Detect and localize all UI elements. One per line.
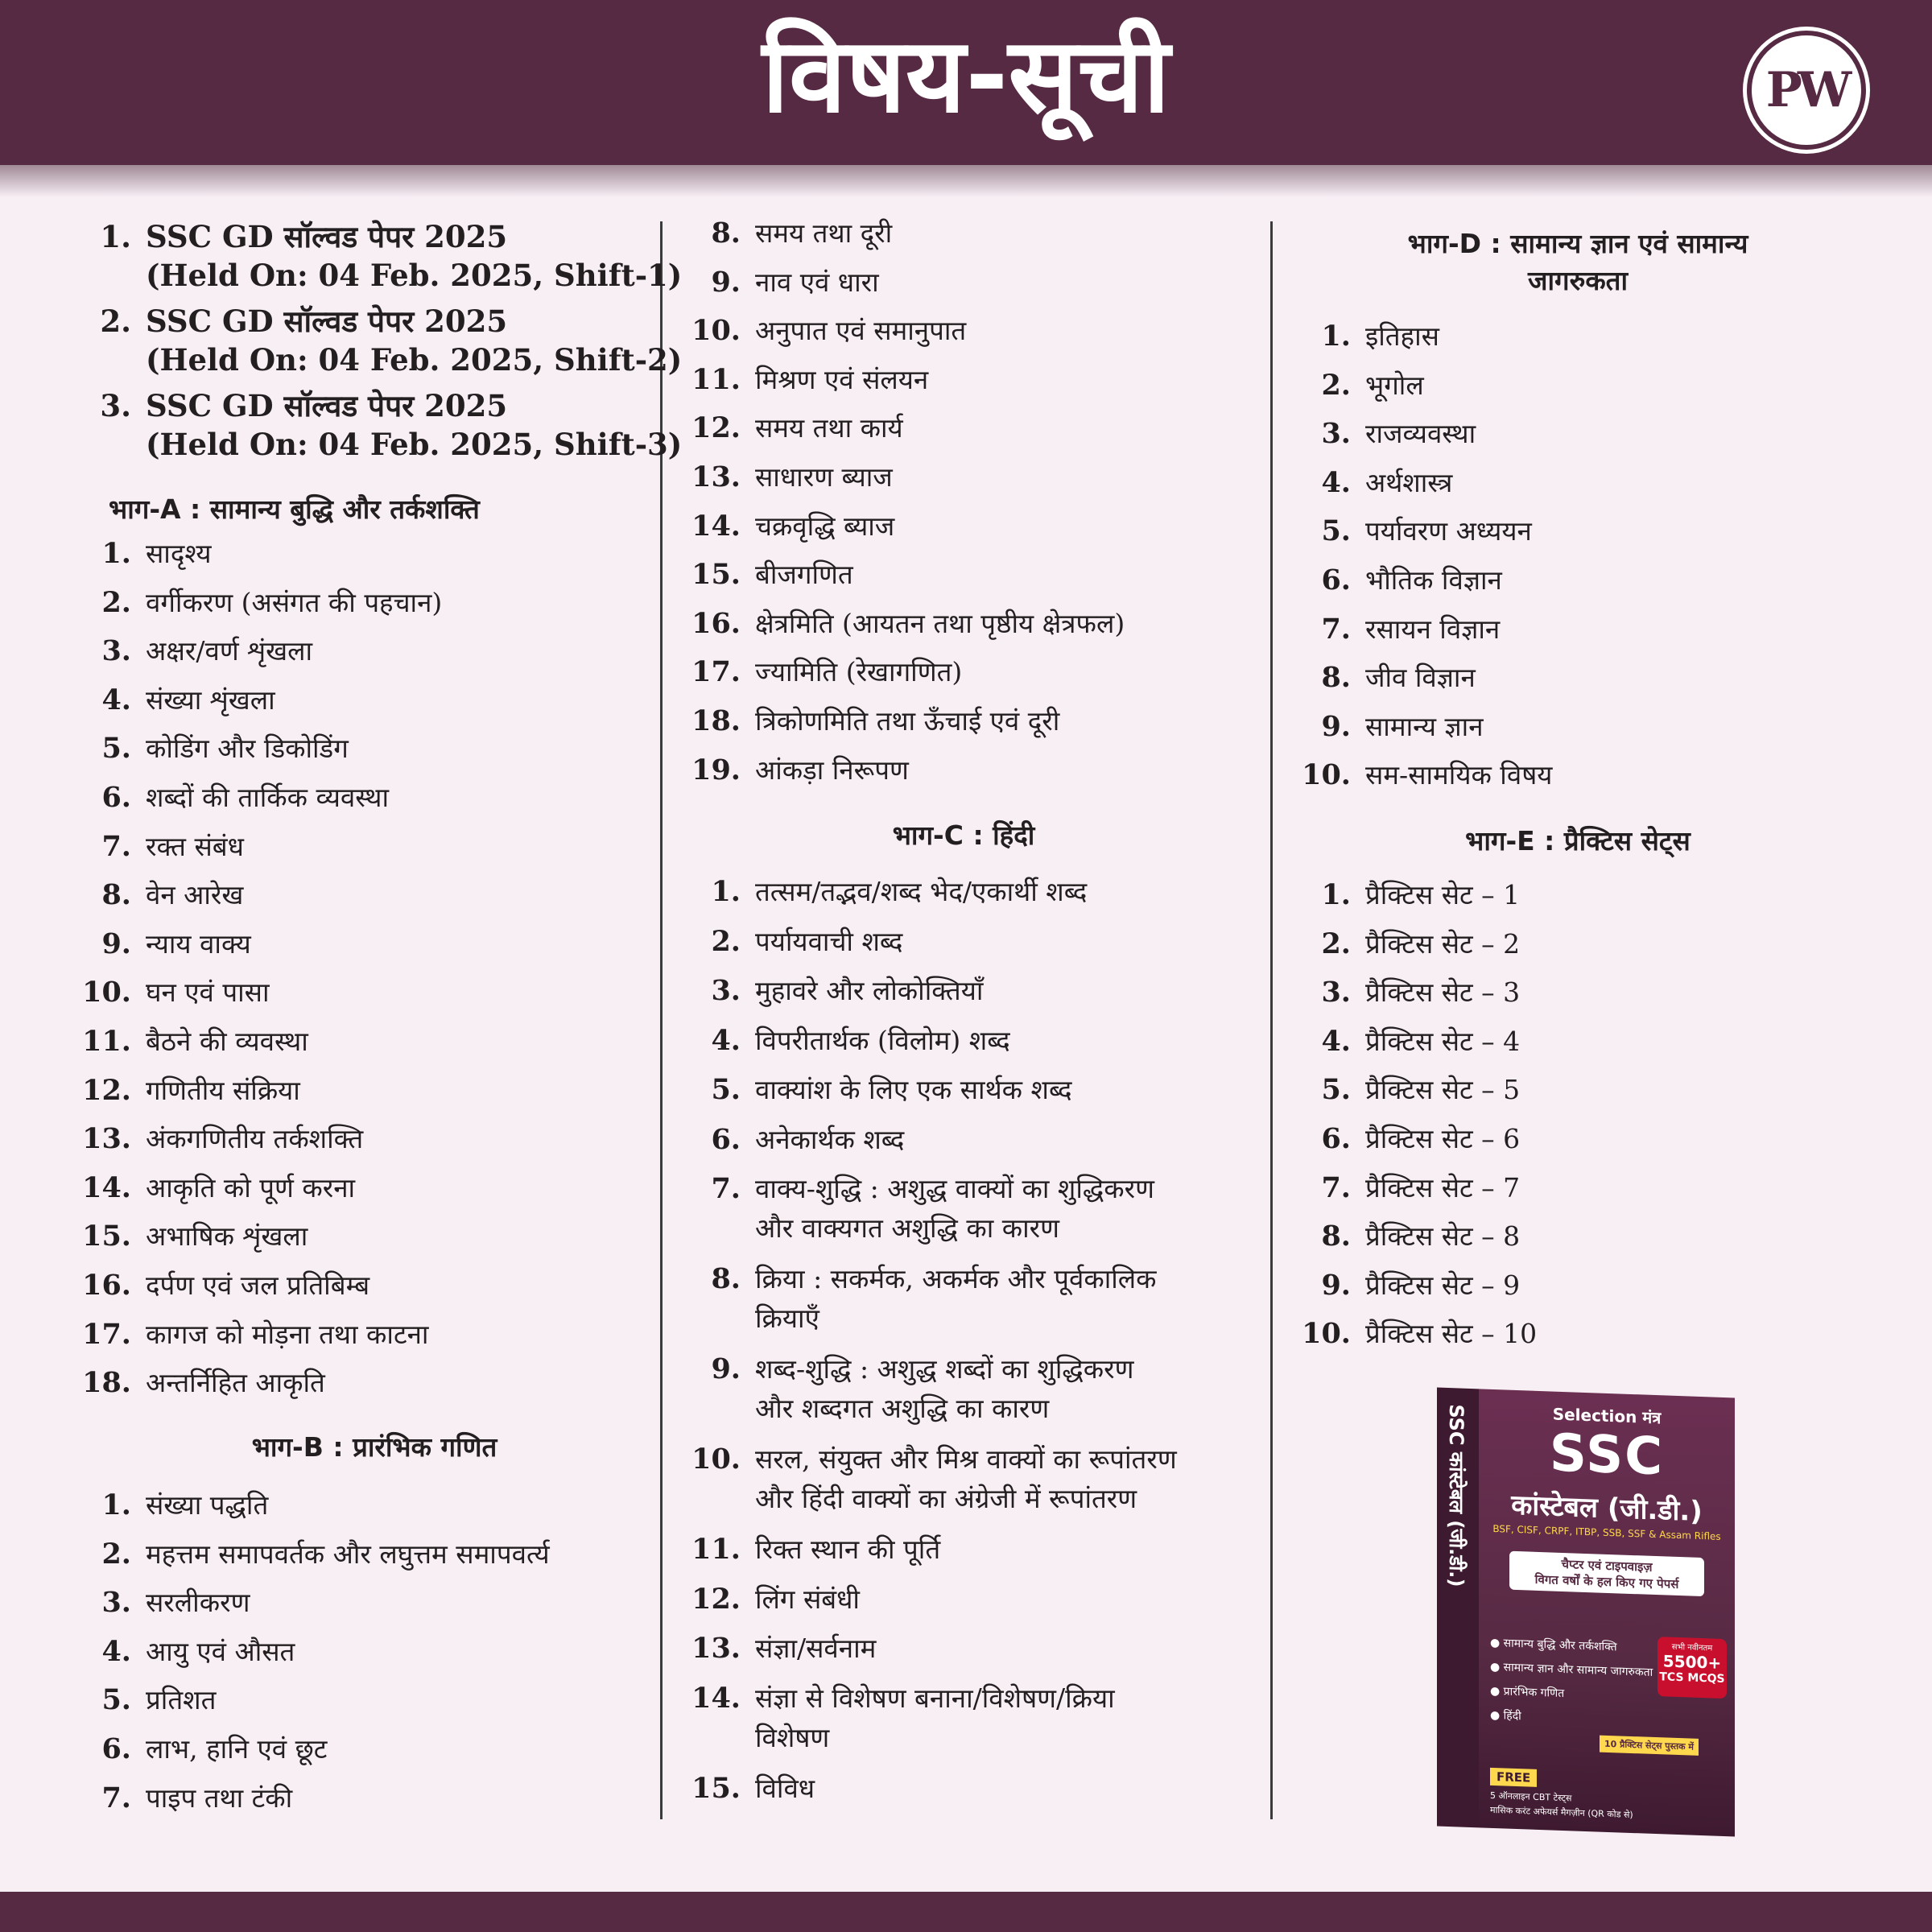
item-label: भौतिक विज्ञान <box>1365 564 1502 596</box>
list-item <box>76 782 389 814</box>
book-series: Selection मंत्र <box>1552 1404 1662 1428</box>
item-label: प्रैक्टिस सेट – 3 <box>1365 976 1521 1009</box>
item-label: आयु एवं औसत <box>146 1635 295 1667</box>
item-label: संज्ञा से विशेषण बनाना/विशेषण/क्रिया <box>755 1682 1115 1714</box>
item-number: 10. <box>691 314 741 348</box>
list-item <box>76 1538 550 1571</box>
section-heading-part-a: भाग-A : सामान्य बुद्धि और तर्कशक्ति <box>109 493 480 525</box>
list-item <box>1296 1172 1520 1204</box>
item-label: आंकड़ा निरूपण <box>755 753 909 786</box>
item-label: न्याय वाक्य <box>146 927 251 960</box>
item-label-continued: और शब्दगत अशुद्धि का कारण <box>755 1393 1050 1424</box>
item-number: 10. <box>691 1443 741 1476</box>
item-number: 15. <box>691 558 741 592</box>
item-label: भूगोल <box>1365 369 1424 401</box>
list-item <box>1296 879 1520 911</box>
item-number: 4. <box>1321 1024 1351 1058</box>
paper-title: SSC GD सॉल्वड पेपर 2025 <box>146 219 508 254</box>
book-free-items <box>1490 1789 1633 1823</box>
item-label: पर्यायवाची शब्द <box>755 925 903 957</box>
list-item <box>686 1263 1157 1335</box>
list-item <box>686 1534 940 1566</box>
list-item <box>76 1782 292 1814</box>
book-forces: BSF, CISF, CRPF, ITBP, SSB, SSF & Assam Rifles <box>1492 1522 1721 1542</box>
item-label: विविध <box>755 1772 815 1804</box>
list-item <box>686 461 893 493</box>
item-label-continued: और हिंदी वाक्यों का अंग्रेजी में रूपांतरण <box>755 1483 1137 1514</box>
badge-count: 5500+ <box>1662 1651 1722 1673</box>
list-item <box>1296 1220 1520 1253</box>
item-label: प्रैक्टिस सेट – 9 <box>1365 1269 1521 1301</box>
list-item <box>76 1220 308 1253</box>
book-subtitle-line1: चैप्टर एवं टाइपवाइज़ <box>1561 1556 1653 1575</box>
item-label: रिक्त स्थान की पूर्ति <box>755 1534 941 1565</box>
item-number: 13. <box>691 460 741 493</box>
book-brand: SSC <box>1549 1423 1665 1488</box>
item-number: 4. <box>711 1023 741 1057</box>
header-banner <box>0 0 1932 165</box>
list-item <box>1296 976 1520 1009</box>
list-item <box>1296 759 1552 791</box>
list-item <box>76 1319 428 1351</box>
section-heading-part-b: भाग-B : प्रारंभिक गणित <box>251 1431 497 1463</box>
item-number: 11. <box>691 362 741 396</box>
list-item <box>76 879 243 911</box>
item-label: प्रैक्टिस सेट – 4 <box>1365 1025 1521 1057</box>
book-spine-text: SSC कांस्टेबल (जी.डी.) <box>1445 1403 1468 1587</box>
item-number: 17. <box>82 1317 131 1351</box>
list-item <box>1296 320 1439 353</box>
book-subject: ● सामान्य ज्ञान और सामान्य जागरुकता <box>1490 1660 1653 1679</box>
item-number: 7. <box>711 1172 741 1205</box>
pw-logo-text: PW <box>1765 62 1847 118</box>
list-item <box>686 608 1125 640</box>
list-item <box>76 831 244 863</box>
item-number: 6. <box>101 1732 131 1765</box>
item-number: 6. <box>101 781 131 814</box>
item-label: ज्यामिति (रेखागणित) <box>755 656 963 688</box>
list-item <box>1296 928 1520 960</box>
item-number: 9. <box>1321 1268 1351 1302</box>
list-item <box>76 1684 216 1716</box>
item-number: 16. <box>82 1269 131 1302</box>
item-number: 1. <box>101 1488 131 1521</box>
book-subject: ● हिंदी <box>1490 1708 1521 1724</box>
part-d-heading-line1: भाग-D : सामान्य ज्ञान एवं सामान्य <box>1407 228 1748 259</box>
item-number: 4. <box>1321 465 1351 499</box>
item-label: चक्रवृद्धि ब्याज <box>755 510 895 542</box>
list-item <box>76 1026 308 1058</box>
book-sets-note: 10 प्रैक्टिस सेट्स पुस्तक में <box>1600 1736 1699 1756</box>
item-label: सम-सामयिक विषय <box>1365 759 1553 791</box>
item-label: सरलीकरण <box>146 1587 250 1619</box>
item-number: 6. <box>1321 564 1351 597</box>
item-number: 10. <box>1302 758 1351 792</box>
item-label: नाव एवं धारा <box>755 266 879 298</box>
item-label: लिंग संबंधी <box>755 1583 860 1615</box>
paper-shift: (Held On: 04 Feb. 2025, Shift-1) <box>146 258 683 293</box>
list-item <box>1296 1074 1520 1106</box>
list-item <box>76 976 270 1009</box>
list-item <box>686 1353 1134 1425</box>
item-label: आकृति को पूर्ण करना <box>146 1171 356 1203</box>
book-subtitle <box>1509 1551 1704 1596</box>
list-item <box>686 705 1059 737</box>
item-label: संख्या पद्धति <box>146 1489 269 1521</box>
item-number: 2. <box>101 585 131 619</box>
list-item <box>76 1172 355 1204</box>
footer-band <box>0 1892 1932 1932</box>
list-item <box>76 635 312 667</box>
item-number: 11. <box>691 1533 741 1566</box>
list-item <box>1296 467 1452 499</box>
item-label: जीव विज्ञान <box>1365 662 1476 694</box>
item-label: राजव्यवस्था <box>1365 418 1476 450</box>
list-item <box>1296 515 1532 547</box>
item-number: 1. <box>1321 320 1351 353</box>
item-label: संख्या शृंखला <box>146 683 275 716</box>
list-item <box>686 559 853 591</box>
item-number: 1. <box>1321 878 1351 911</box>
list-item <box>76 1123 363 1155</box>
item-number: 8. <box>711 1262 741 1295</box>
item-number: 5. <box>1321 514 1351 548</box>
item-number: 18. <box>691 704 741 737</box>
item-number: 1. <box>711 875 741 908</box>
item-label: तत्सम/तद्भव/शब्द भेद/एकार्थी शब्द <box>755 876 1088 907</box>
list-item <box>76 928 251 960</box>
list-item <box>1296 1026 1520 1058</box>
item-label: प्रैक्टिस सेट – 6 <box>1365 1123 1521 1154</box>
item-number: 9. <box>1321 709 1351 743</box>
item-label: दर्पण एवं जल प्रतिबिम्ब <box>146 1269 370 1301</box>
section-heading-part-e: भाग-E : प्रैक्टिस सेट्स <box>1465 825 1690 857</box>
item-number: 2. <box>101 1537 131 1571</box>
book-subtitle-line2: विगत वर्षों के हल किए गए पेपर्स <box>1534 1571 1679 1592</box>
list-item <box>686 656 962 688</box>
item-number: 3. <box>1321 976 1351 1009</box>
item-number: 2. <box>1321 927 1351 960</box>
list-item <box>1296 1123 1520 1155</box>
book-free-label: FREE <box>1490 1768 1537 1787</box>
item-label: प्रैक्टिस सेट – 8 <box>1365 1220 1521 1253</box>
item-label: प्रैक्टिस सेट – 1 <box>1365 879 1521 910</box>
list-item <box>76 538 212 570</box>
item-label: अनेकार्थक शब्द <box>755 1123 905 1155</box>
list-item <box>686 1583 860 1616</box>
item-number: 4. <box>101 1634 131 1668</box>
list-item <box>76 1269 369 1302</box>
item-number: 10. <box>1302 1317 1351 1351</box>
part-d-heading-line2: जागरुकता <box>1527 265 1629 296</box>
item-number: 5. <box>101 732 131 766</box>
list-item <box>76 733 349 765</box>
item-label: समय तथा दूरी <box>755 217 893 249</box>
item-label: प्रैक्टिस सेट – 2 <box>1365 927 1521 960</box>
list-item <box>686 364 928 396</box>
list-item <box>1296 613 1500 646</box>
item-number: 15. <box>82 1220 131 1253</box>
list-item <box>686 1025 1010 1057</box>
item-number: 19. <box>691 753 741 786</box>
pw-logo <box>1747 31 1866 150</box>
list-item <box>76 1636 295 1668</box>
item-number: 3. <box>101 634 131 668</box>
list-item <box>686 1173 1154 1245</box>
book-front <box>1479 1389 1735 1836</box>
book-cover-image <box>1437 1388 1735 1837</box>
item-label: त्रिकोणमिति तथा ऊँचाई एवं दूरी <box>755 705 1060 737</box>
item-label: सादृश्य <box>146 538 212 569</box>
paper-entry <box>76 302 682 379</box>
item-number: 7. <box>1321 612 1351 646</box>
item-number: 14. <box>691 509 741 543</box>
item-label: पर्यावरण अध्ययन <box>1365 515 1532 547</box>
list-item <box>686 315 966 347</box>
list-item <box>1296 564 1502 597</box>
item-number: 8. <box>1321 1220 1351 1253</box>
list-item <box>686 412 903 444</box>
item-number: 15. <box>691 1771 741 1805</box>
item-number: 1. <box>100 219 131 254</box>
item-number: 3. <box>711 974 741 1007</box>
book-title: कांस्टेबल (जी.डी.) <box>1511 1488 1703 1529</box>
item-number: 9. <box>711 1352 741 1385</box>
list-item <box>686 1443 1177 1515</box>
item-label: रसायन विज्ञान <box>1365 613 1501 645</box>
item-number: 8. <box>711 217 741 250</box>
page-title: विषय-सूची <box>762 16 1170 136</box>
item-label: प्रैक्टिस सेट – 10 <box>1365 1318 1538 1350</box>
item-label: कागज को मोड़ना तथा काटना <box>146 1318 429 1350</box>
item-label: संज्ञा/सर्वनाम <box>755 1633 877 1664</box>
item-label: पाइप तथा टंकी <box>146 1781 293 1814</box>
item-label: वर्गीकरण (असंगत की पहचान) <box>146 586 443 618</box>
item-label: विपरीतार्थक (विलोम) शब्द <box>755 1024 1010 1056</box>
badge-top: सभी नवीनतम <box>1671 1642 1713 1653</box>
paper-shift: (Held On: 04 Feb. 2025, Shift-3) <box>146 427 683 462</box>
item-label: लाभ, हानि एवं छूट <box>146 1733 328 1765</box>
list-item <box>686 754 909 786</box>
paper-shift: (Held On: 04 Feb. 2025, Shift-2) <box>146 342 683 378</box>
item-label: बैठने की व्यवस्था <box>146 1026 308 1057</box>
item-label: मुहावरे और लोकोक्तियाँ <box>755 975 984 1006</box>
item-number: 8. <box>1321 661 1351 695</box>
item-number: 2. <box>100 303 131 339</box>
item-label: वेन आरेख <box>146 879 244 911</box>
item-number: 18. <box>82 1366 131 1400</box>
book-subject-list <box>1490 1631 1653 1733</box>
item-label: वाक्य-शुद्धि : अशुद्ध वाक्यों का शुद्धिकरण <box>755 1173 1154 1204</box>
item-label: सरल, संयुक्त और मिश्र वाक्यों का रूपांतरण <box>755 1443 1177 1475</box>
book-free-item: मासिक करंट अफेयर्स मैगज़ीन (QR कोड से) <box>1490 1804 1633 1821</box>
item-label: सामान्य ज्ञान <box>1365 710 1484 742</box>
item-number: 11. <box>82 1025 131 1058</box>
item-number: 5. <box>711 1073 741 1106</box>
item-number: 9. <box>711 265 741 299</box>
list-item <box>76 1075 300 1107</box>
list-item <box>686 510 894 543</box>
list-item <box>1296 418 1476 450</box>
item-label: गणितीय संक्रिया <box>146 1074 300 1106</box>
mcq-badge <box>1657 1637 1727 1699</box>
item-number: 14. <box>691 1681 741 1715</box>
item-number: 3. <box>100 388 131 423</box>
item-label-continued: और वाक्यगत अशुद्धि का कारण <box>755 1212 1059 1244</box>
item-label: समय तथा कार्य <box>755 412 903 444</box>
column-divider-2 <box>1270 221 1273 1819</box>
item-label: प्रतिशत <box>146 1684 217 1716</box>
paper-entry <box>76 217 682 295</box>
item-label: शब्दों की तार्किक व्यवस्था <box>146 782 390 813</box>
item-number: 17. <box>691 655 741 689</box>
list-item <box>686 1773 815 1805</box>
item-label: इतिहास <box>1365 320 1439 352</box>
item-label: अभाषिक शृंखला <box>146 1220 308 1253</box>
list-item <box>686 1682 1115 1754</box>
list-item <box>686 975 983 1007</box>
item-label: प्रैक्टिस सेट – 5 <box>1365 1074 1521 1106</box>
item-label: साधारण ब्याज <box>755 461 893 493</box>
list-item <box>76 684 275 716</box>
item-label: कोडिंग और डिकोडिंग <box>146 733 349 765</box>
list-item <box>76 1367 325 1399</box>
item-number: 7. <box>101 829 131 863</box>
list-item <box>686 266 879 299</box>
list-item <box>1296 1269 1520 1302</box>
item-number: 2. <box>1321 368 1351 402</box>
item-number: 3. <box>101 1586 131 1620</box>
item-number: 13. <box>82 1122 131 1156</box>
item-label-continued: क्रियाएँ <box>755 1302 819 1334</box>
item-number: 12. <box>691 411 741 445</box>
list-item <box>686 876 1087 908</box>
paper-entry <box>76 386 682 464</box>
list-item <box>686 217 892 250</box>
item-number: 16. <box>691 606 741 640</box>
book-spine <box>1437 1388 1479 1828</box>
item-number: 2. <box>711 924 741 958</box>
list-item <box>76 1489 268 1521</box>
item-label: अंकगणितीय तर्कशक्ति <box>146 1123 364 1155</box>
paper-title: SSC GD सॉल्वड पेपर 2025 <box>146 303 508 339</box>
item-label: अन्तर्निहित आकृति <box>146 1367 325 1399</box>
book-free-item: 5 ऑनलाइन CBT टेस्ट्स <box>1490 1790 1572 1804</box>
item-number: 7. <box>101 1781 131 1814</box>
section-heading-part-c: भाग-C : हिंदी <box>892 819 1035 851</box>
list-item <box>76 587 442 619</box>
item-number: 7. <box>1321 1170 1351 1204</box>
item-label: क्रिया : सकर्मक, अकर्मक और पूर्वकालिक <box>755 1263 1157 1294</box>
list-item <box>76 1587 250 1619</box>
item-number: 12. <box>82 1073 131 1107</box>
book-subject: ● प्रारंभिक गणित <box>1490 1684 1565 1701</box>
item-number: 4. <box>101 683 131 716</box>
section-heading-part-d <box>1296 225 1860 299</box>
item-number: 14. <box>82 1170 131 1204</box>
header-shadow <box>0 165 1932 197</box>
item-label: अनुपात एवं समानुपात <box>755 315 967 347</box>
item-label: महत्तम समापवर्तक और लघुत्तम समापवर्त्य <box>146 1538 550 1570</box>
item-label: क्षेत्रमिति (आयतन तथा पृष्ठीय क्षेत्रफल) <box>755 607 1125 639</box>
item-label: मिश्रण एवं संलयन <box>755 363 929 395</box>
item-label: प्रैक्टिस सेट – 7 <box>1365 1171 1521 1203</box>
book-subject: ● सामान्य बुद्धि और तर्कशक्ति <box>1490 1636 1617 1654</box>
item-number: 13. <box>691 1632 741 1665</box>
item-number: 5. <box>101 1683 131 1717</box>
list-item <box>686 926 902 958</box>
item-number: 6. <box>1321 1122 1351 1155</box>
item-number: 9. <box>101 927 131 960</box>
list-item <box>686 1074 1071 1106</box>
list-item <box>1296 1318 1537 1350</box>
item-number: 3. <box>1321 417 1351 451</box>
list-item <box>76 1733 327 1765</box>
item-label: अक्षर/वर्ण शृंखला <box>146 635 313 667</box>
list-item <box>686 1633 876 1665</box>
item-label: अर्थशास्त्र <box>1365 466 1453 498</box>
item-number: 12. <box>691 1582 741 1616</box>
item-number: 8. <box>101 878 131 912</box>
list-item <box>1296 369 1424 402</box>
item-label: वाक्यांश के लिए एक सार्थक शब्द <box>755 1074 1072 1105</box>
list-item <box>1296 711 1484 743</box>
item-number: 10. <box>82 976 131 1009</box>
badge-label: TCS MCQS <box>1659 1670 1725 1686</box>
item-label-continued: विशेषण <box>755 1721 830 1753</box>
item-number: 6. <box>711 1122 741 1156</box>
item-number: 5. <box>1321 1073 1351 1107</box>
item-label: रक्त संबंध <box>146 830 244 862</box>
list-item <box>1296 662 1476 694</box>
paper-title: SSC GD सॉल्वड पेपर 2025 <box>146 388 508 423</box>
item-number: 1. <box>101 537 131 570</box>
list-item <box>686 1124 904 1156</box>
item-label: घन एवं पासा <box>146 976 270 1009</box>
item-label: शब्द-शुद्धि : अशुद्ध शब्दों का शुद्धिकरण <box>755 1353 1134 1385</box>
item-label: बीजगणित <box>755 559 853 591</box>
